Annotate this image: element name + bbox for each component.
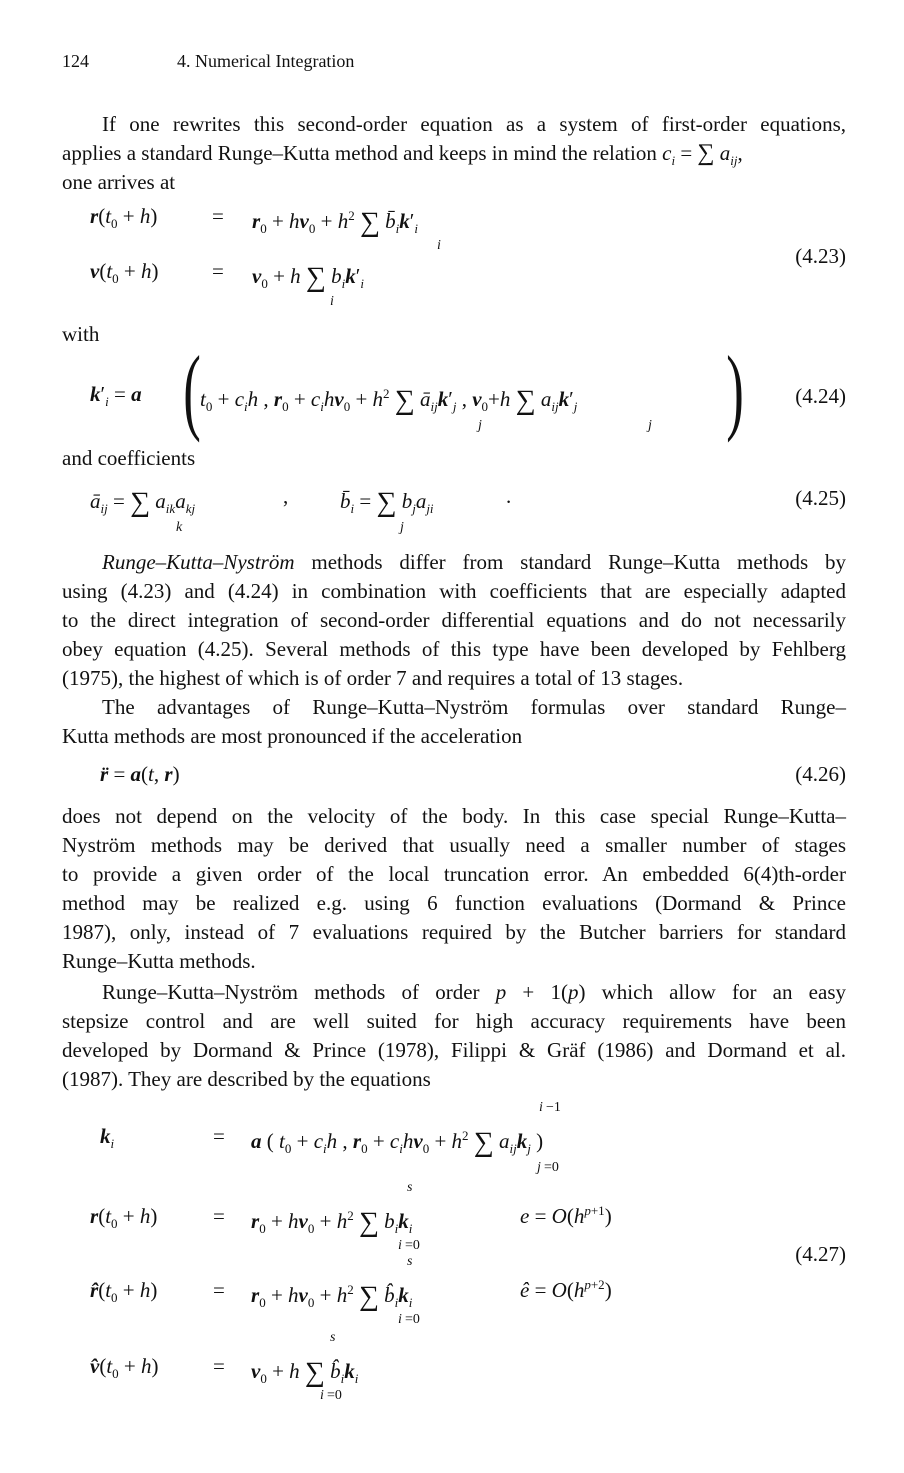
equation-4-25: $ā_{ij}$ = ∑ $a_{ik}a_{kj}$ k , $b̄_i$ = ∑ $b_ja_{ji}$ j . (4.25) [90, 484, 846, 535]
paragraph-line: one arrives at [62, 170, 176, 194]
and-coefficients-label: and coefficients [62, 446, 196, 470]
paragraph-line: developed by Dormand & Prince (1978), Filippi & Gräf (1986) and Dormand et al. [62, 1038, 846, 1062]
paragraph-line: The advantages of Runge–Kutta–Nyström formulas over standard Runge– [102, 695, 846, 719]
paragraph-line: 1987), only, instead of 7 evaluations required by the Butcher barriers for standard [62, 920, 846, 944]
page-number: 124 [62, 51, 89, 71]
paragraph-line: Nyström methods may be derived that usually need a smaller number of stages [62, 833, 846, 857]
running-header: 4. Numerical Integration [177, 51, 355, 71]
paragraph-line: If one rewrites this second-order equation as a system of first-order equations, [102, 112, 846, 136]
paragraph-line: Kutta methods are most pronounced if the acceleration [62, 724, 523, 748]
paragraph-line: Runge–Kutta methods. [62, 949, 256, 973]
paragraph-line: using (4.23) and (4.24) in combination with coefficients that are especially adapted [62, 579, 846, 603]
with-label: with [62, 322, 100, 346]
equation-4-27: i −1 $k_i$ = a ( $t_0 + c_ih$ , $r_0 + c_ihv_0 + h^2$ ∑ $a_{ij}k_j$ ) j =0 s $r(t_0 + h)$ = $r_0 + hv_0 + h^2$ ∑ $b_ik_i$ $e = O(h^{p+1})$ i =0 s $r̂(t_0 + h)$ = $r_0 + hv_0 + h^2$ ∑ $b̂_ik_i$ ê = $O(h^{p+2})$ i =0 s $v̂(t_0 + h)$ = $v_0 + h$ ∑ $b̂_ik_i$ i =0 (4.27) [90, 1100, 846, 1403]
paragraph-line: to the direct integration of second-order differential equations and do not necessarily [62, 608, 846, 632]
paragraph-line: (1975), the highest of which is of order 7 and requires a total of 13 stages. [62, 666, 684, 690]
paragraph-line: method may be realized e.g. using 6 function evaluations (Dormand & Prince [62, 891, 846, 915]
paragraph-line: obey equation (4.25). Several methods of this type have been developed by Fehlberg [62, 637, 846, 661]
paragraph-line: does not depend on the velocity of the body. In this case special Runge–Kutta– [62, 804, 846, 828]
paragraph-line: Runge–Kutta–Nyström methods differ from standard Runge–Kutta methods by [102, 550, 847, 574]
paragraph-line: (1987). They are described by the equations [62, 1067, 431, 1091]
equation-4-26: r̈ = a(t, r) (4.26) [100, 762, 846, 786]
paragraph-line: stepsize control and are well suited for high accuracy requirements have been [62, 1009, 846, 1033]
equation-4-24: $k'_i = a$ ( $t_0 + c_ih$ , $r_0 + c_ihv_0 + h^2$ ∑ $ā_{ij}k'_j$ , $v_0+h$ ∑ $a_{ij}k'_j$ j j ) (4.24) [90, 336, 846, 443]
paragraph-line: applies a standard Runge–Kutta method and keeps in mind the relation $c_i$ = ∑ $a_{ij}$, [62, 140, 743, 169]
paragraph-line: Runge–Kutta–Nyström methods of order p + 1(p) which allow for an easy [102, 980, 846, 1004]
paragraph-line: to provide a given order of the local truncation error. An embedded 6(4)th-order [62, 862, 846, 886]
equation-4-23: $r(t_0 + h)$ = $r_0 + hv_0 + h^2$ ∑ $b̄_ik'_i$ i $v(t_0 + h)$ = $v_0 + h$ ∑ $b_ik'_i$ i (4.23) [90, 204, 846, 309]
